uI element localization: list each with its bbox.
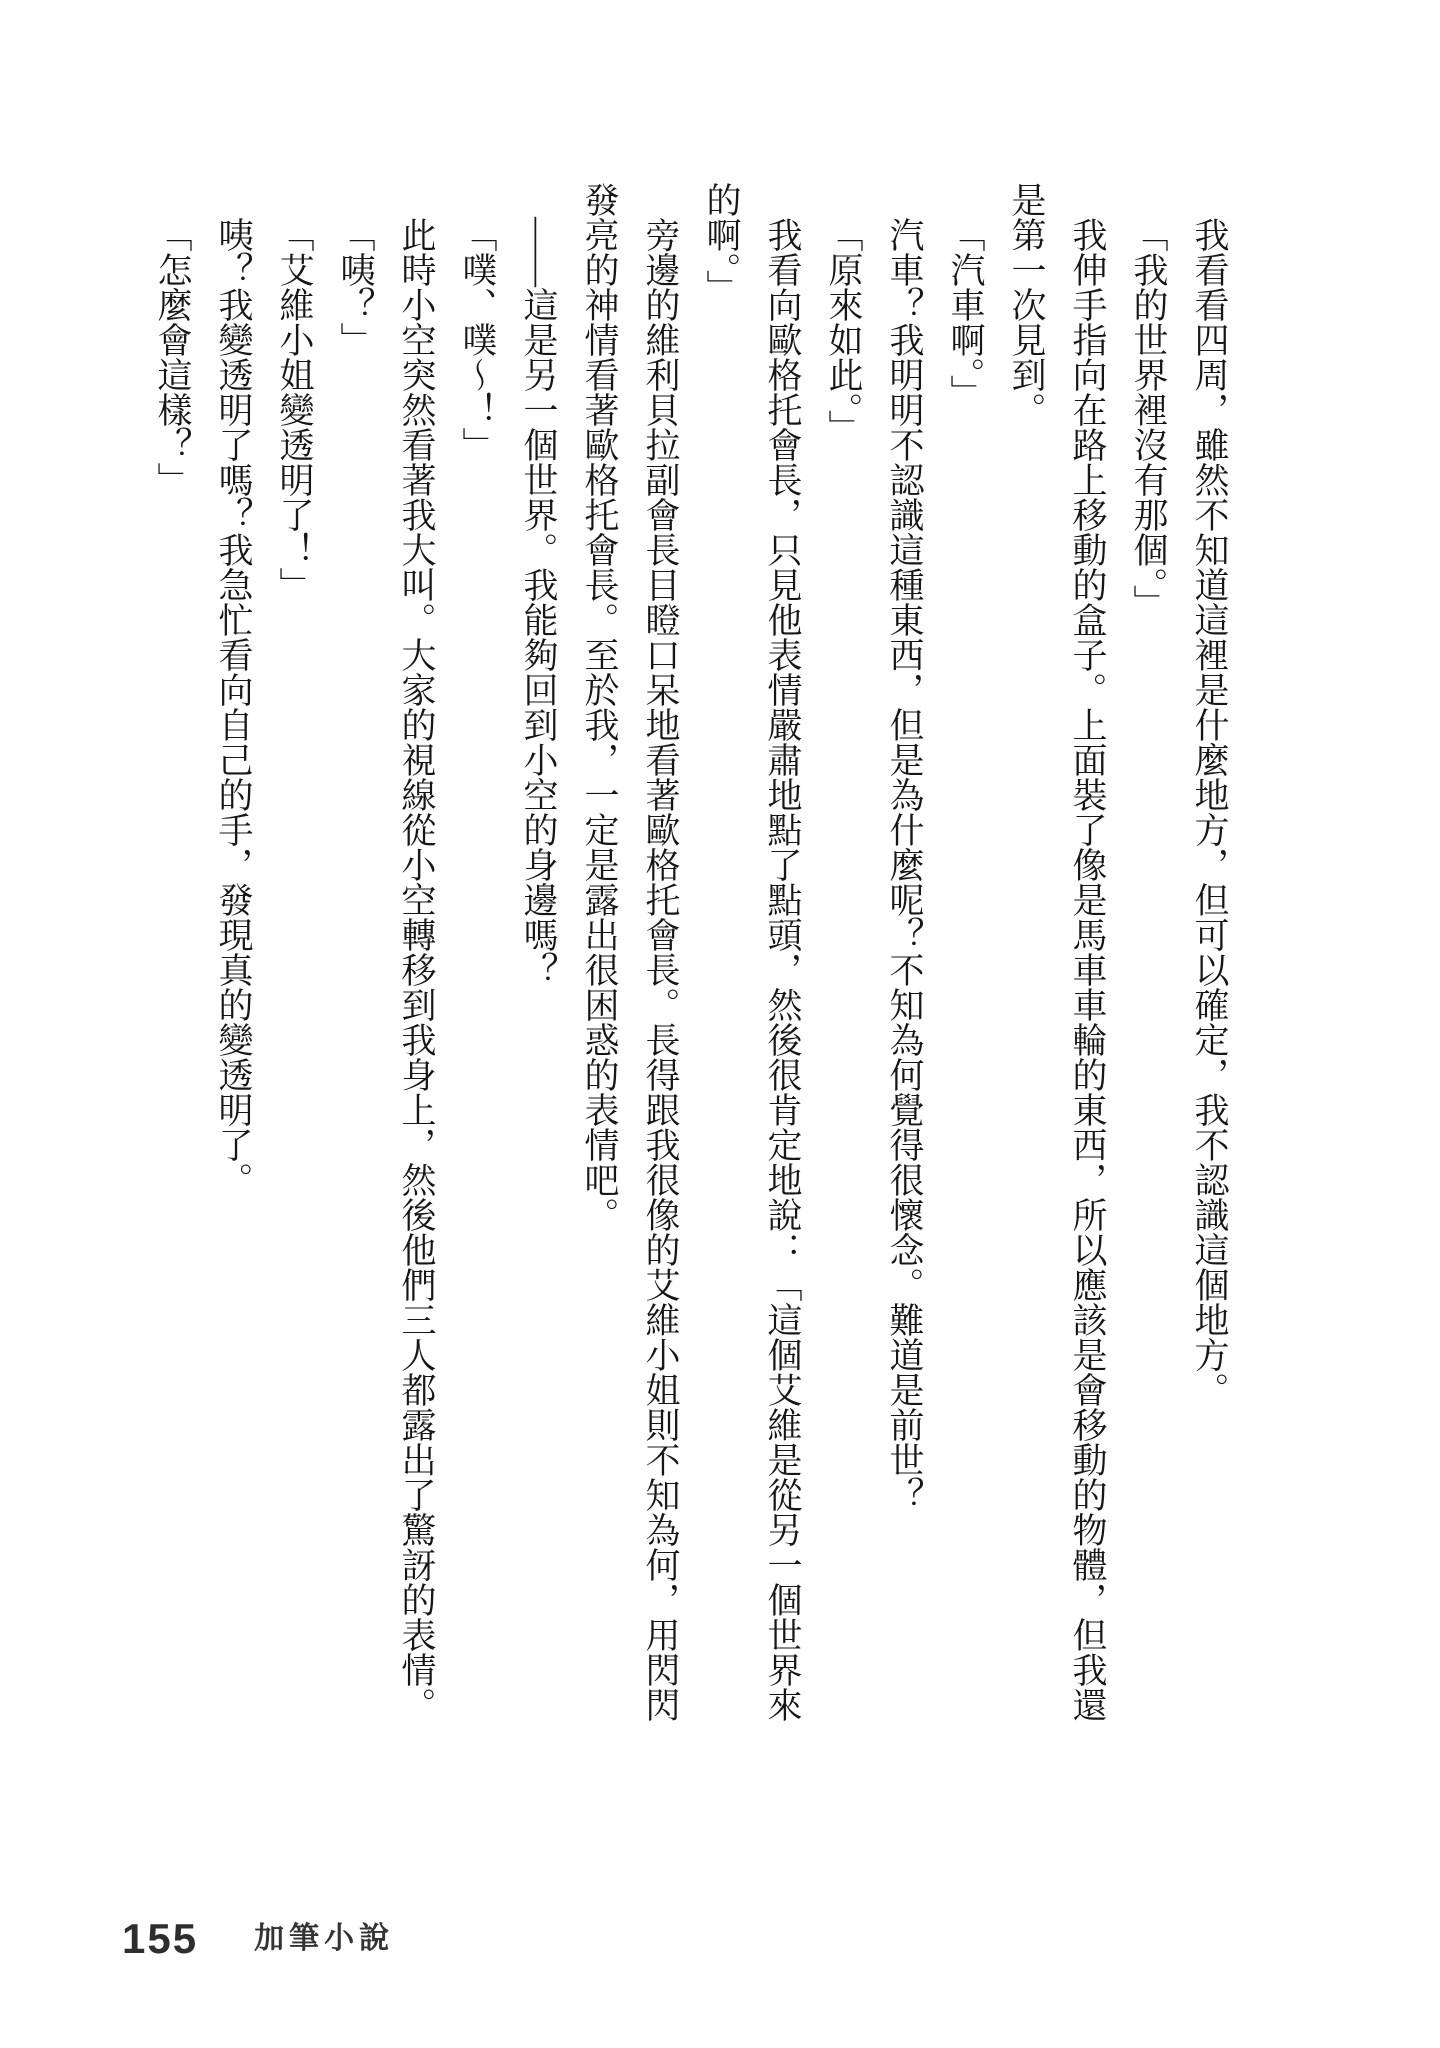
paragraph-8: 旁邊的維利貝拉副會長目瞪口呆地看著歐格托會長。長得跟我很像的艾維小姐則不知為何，用閃閃發亮的神情看著歐格托會長。至於我，一定是露出很困惑的表情吧。 bbox=[580, 182, 680, 1722]
paragraph-14: 咦？我變透明了嗎？我急忙看向自己的手，發現真的變透明了。 bbox=[214, 217, 253, 1197]
paragraph-5: 汽車？我明明不認識這種東西，但是為什麼呢？不知為何覺得很懷念。難道是前世？ bbox=[885, 217, 924, 1512]
paragraph-6: 「原來如此。」 bbox=[824, 217, 863, 445]
novel-text-block bbox=[142, 182, 1240, 1742]
section-title: 加筆小說 bbox=[254, 1922, 395, 1955]
paragraph-12: 「咦？」 bbox=[336, 217, 375, 357]
page-footer bbox=[122, 1915, 395, 1962]
paragraph-1: 我看看四周，雖然不知道這裡是什麼地方，但可以確定，我不認識這個地方。 bbox=[1190, 217, 1229, 1407]
paragraph-9: ——這是另一個世界。我能夠回到小空的身邊嗎？ bbox=[519, 217, 558, 987]
page-number: 155 bbox=[122, 1915, 199, 1962]
paragraph-13: 「艾維小姐變透明了！」 bbox=[275, 217, 314, 602]
paragraph-10: 「噗、噗～！」 bbox=[458, 217, 497, 462]
paragraph-11: 此時小空突然看著我大叫。大家的視線從小空轉移到我身上，然後他們三人都露出了驚訝的表情。 bbox=[397, 217, 436, 1722]
paragraph-15: 「怎麼會這樣？」 bbox=[153, 217, 192, 497]
paragraph-4: 「汽車啊。」 bbox=[946, 217, 985, 410]
paragraph-3: 我伸手指向在路上移動的盒子。上面裝了像是馬車車輪的東西，所以應該是會移動的物體，但我還是第一次見到。 bbox=[1007, 182, 1107, 1722]
paragraph-7: 我看向歐格托會長，只見他表情嚴肅地點了點頭，然後很肯定地說：「這個艾維是從另一個世界來的啊。」 bbox=[702, 182, 802, 1722]
paragraph-2: 「我的世界裡沒有那個。」 bbox=[1129, 217, 1168, 620]
